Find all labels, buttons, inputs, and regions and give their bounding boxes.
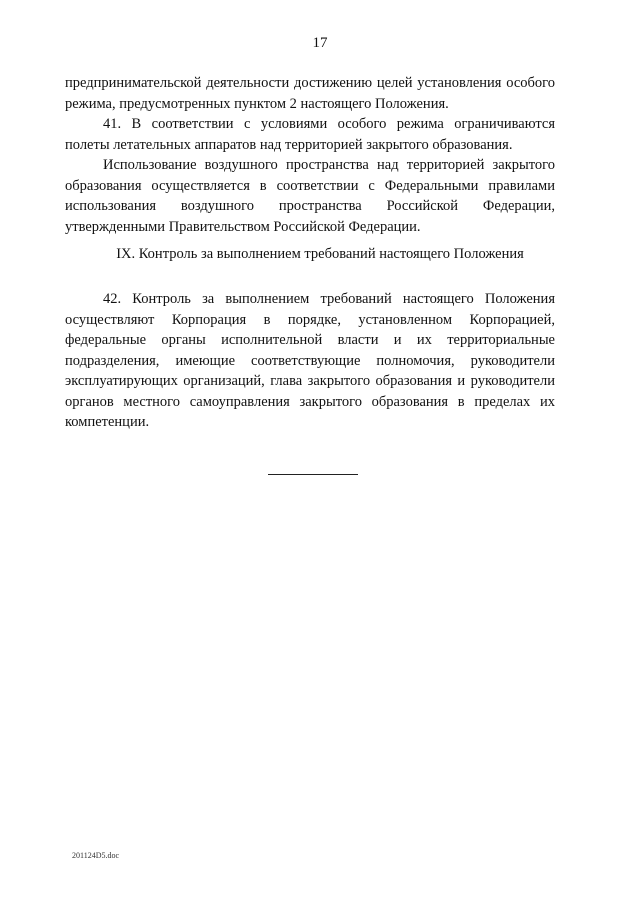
paragraph-airspace: Использование воздушного пространства над территорией закрытого образования осуществляется в соответствии с Федеральными правилами использования воздушного пространства Российской Федерации, утвержденными Правительством Российской Федерации. [65,157,555,235]
body-text-top [65,73,555,237]
page-number: 17 [312,35,328,51]
paragraph-41: 41. В соответствии с условиями особого режима ограничиваются полеты летательных аппаратов над территорией закрытого образования. [65,116,555,153]
section-heading: IX. Контроль за выполнением требований настоящего Положения [116,246,524,262]
document-file-code: 201124D5.doc [72,851,120,860]
end-separator-line [268,474,358,475]
body-text-section [65,289,555,433]
paragraph-continuation: предпринимательской деятельности достижению целей установления особого режима, предусмотренных пунктом 2 настоящего Положения. [65,75,555,112]
paragraph-42: 42. Контроль за выполнением требований настоящего Положения осуществляют Корпорация в порядке, установленном Корпорацией, федеральные органы исполнительной власти и их территориальные подразделения, имеющие соответствующие полномочия, руководители эксплуатирующих организаций, глава закрытого образования и руководители органов местного самоуправления закрытого образования в пределах их компетенции. [65,291,555,430]
